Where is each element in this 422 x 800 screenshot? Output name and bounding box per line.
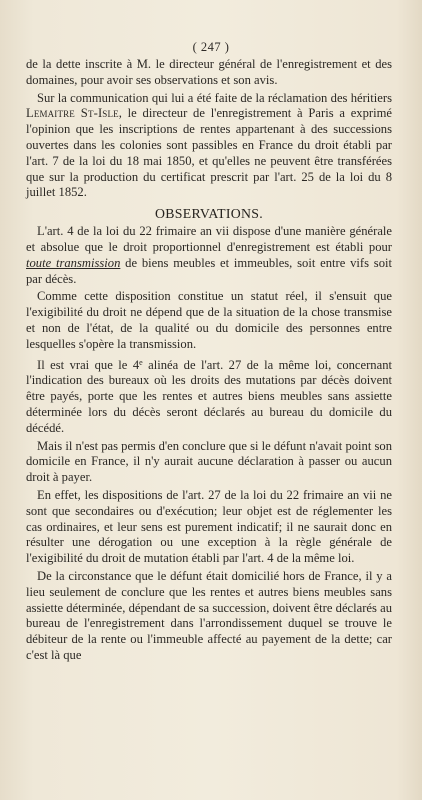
- paragraph-2: [26, 91, 392, 202]
- paragraph-2-after-name: , le directeur de l'enregistrement à Paris a exprimé l'opinion que les inscriptions de rentes appartenant à des successions ouvertes dans les colonies sont passibles en France du droit établi par l'art. 7 de la loi du 18 mai 1850, et qu'elles ne peuvent être transférées que sur la production du certificat prescrit par l'art. 25 de la loi du 8 juillet 1852.: [26, 106, 392, 200]
- observations-title: OBSERVATIONS.: [155, 206, 263, 222]
- paragraph-5-prefix: Il est vrai que le 4: [37, 357, 140, 372]
- paragraph-6: Mais il n'est pas permis d'en conclure que si le défunt n'avait point son domicile en France, il n'y aurait aucune déclaration à passer ou aucun droit à payer.: [26, 438, 392, 485]
- paragraph-1: de la dette inscrite à M. le directeur général de l'enregistrement et des domaines, pour avoir ses observations et son avis.: [26, 57, 392, 87]
- paragraph-3-after-emphasis: de biens meubles et immeubles, soit entre vifs soit par décès.: [26, 255, 392, 286]
- page-number: ( 247 ): [192, 40, 230, 54]
- paragraph-5: [26, 355, 392, 437]
- paragraph-3: [26, 224, 392, 287]
- paragraph-5-suffix: alinéa de l'art. 27 de la même loi, concernant l'indication des bureaux où les droits des mutations par décès doivent être payés, porte que les rentes et autres biens meubles sans assiette déterminée lors du décès seront déclarés au bureau du domicile du décédé.: [26, 357, 392, 435]
- paragraph-8: De la circonstance que le défunt était domicilié hors de France, il y a lieu seulement de conclure que les rentes et autres biens meubles sans assiette déterminée, dépendant de sa succession, doivent être déclarés au bureau de l'enregistrement dans l'arrondissement duquel se trouve le débiteur de la rente ou l'immeuble affecté au payement de la dette; car c'est là que: [26, 568, 392, 662]
- emphasized-phrase: toute transmission: [26, 255, 121, 270]
- heirs-name: Lemaitre St-Isle: [26, 106, 119, 121]
- paragraph-3-before-emphasis: L'art. 4 de la loi du 22 frimaire an vii dispose d'une manière générale et absolue que le droit proportionnel d'enregistrement est établi pour: [26, 224, 392, 254]
- paragraph-7: En effet, les dispositions de l'art. 27 de la loi du 22 frimaire an vii ne sont que secondaires ou d'exécution; leur objet est de réglementer les cas ordinaires, et leur sens est purement indicatif; il ne saurait donc en résulter une dérogation ou une exception à la règle générale de l'exigibilité du droit de mutation établi par l'art. 4 de la même loi.: [26, 487, 392, 566]
- ordinal-superscript: e: [139, 357, 143, 367]
- paragraph-2-before-name: Sur la communication qui lui a été faite de la réclamation des héritiers: [37, 90, 392, 105]
- document-text: [26, 57, 392, 664]
- paragraph-4: Comme cette disposition constitue un statut réel, il s'ensuit que l'exigibilité du droit ne dépend que de la situation de la chose transmise et non de l'état, de la qualité ou du domicile des personnes entre lesquelles s'opère la transmission.: [26, 289, 392, 351]
